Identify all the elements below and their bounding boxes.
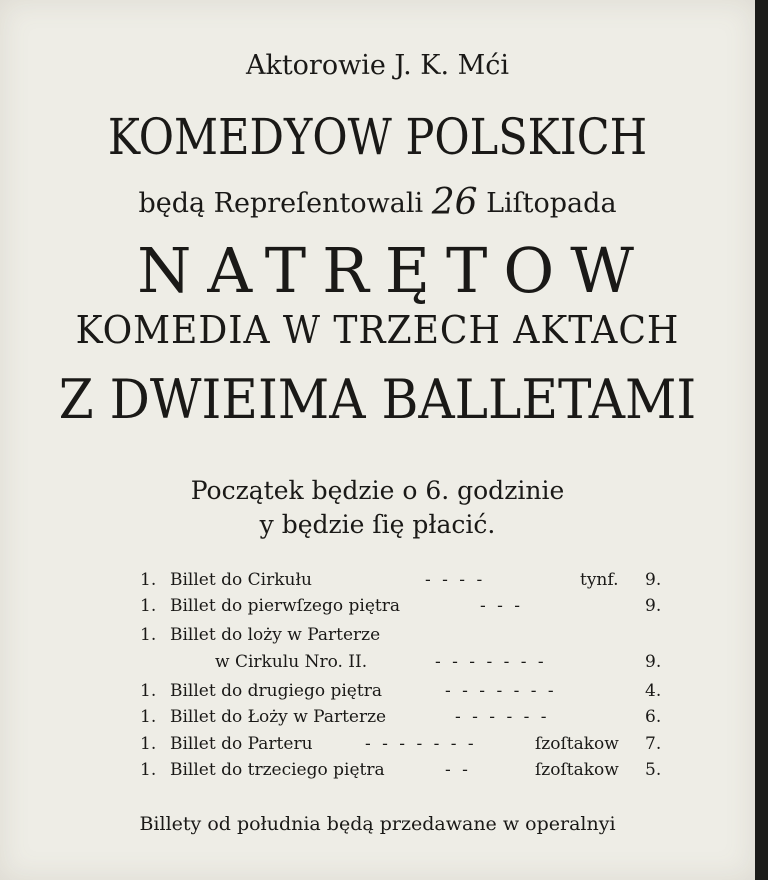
- ticket-row: [140, 707, 680, 731]
- ticket-row: [140, 681, 680, 705]
- ticket-dots: - - - - - - -: [445, 681, 557, 701]
- ticket-sale-notice: Billety od południa będą przedawane w operalnyi: [139, 813, 616, 835]
- ticket-qty: 1.: [140, 707, 157, 727]
- start-time-line: Początek będzie o 6. godzinie: [190, 476, 565, 505]
- ticket-dots: - - - - - -: [455, 707, 550, 727]
- ticket-label: w Cirkulu Nro. II.: [215, 652, 368, 672]
- ticket-row: [140, 570, 680, 594]
- ticket-label: Billet do Łoży w Parterze: [170, 707, 387, 727]
- ticket-dots: - - -: [480, 596, 524, 616]
- company-heading: KOMEDYOW POLSKICH: [107, 108, 648, 166]
- ticket-price: 9.: [645, 652, 662, 672]
- ticket-currency: tynf.: [580, 570, 619, 590]
- play-extra: Z DWIEIMA BALLETAMI: [58, 368, 697, 431]
- ticket-qty: 1.: [140, 625, 157, 645]
- ticket-label: Billet do pierwſzego piętra: [170, 596, 400, 616]
- ticket-price: 6.: [645, 707, 662, 727]
- ticket-qty: 1.: [140, 734, 157, 754]
- play-genre: KOMEDIA W TRZECH AKTACH: [75, 308, 680, 352]
- performance-date-line: [0, 180, 755, 221]
- ticket-label: Billet do Parteru: [170, 734, 313, 754]
- date-number: 26: [431, 182, 478, 223]
- ticket-dots: - - - -: [425, 570, 486, 590]
- ticket-price: 4.: [645, 681, 662, 701]
- ticket-qty: 1.: [140, 596, 157, 616]
- ticket-dots: - -: [445, 760, 471, 780]
- ticket-price: 5.: [645, 760, 662, 780]
- ticket-row: [140, 760, 680, 784]
- ticket-label: Billet do trzeciego piętra: [170, 760, 385, 780]
- ticket-row: [140, 734, 680, 758]
- ticket-label: Billet do Cirkułu: [170, 570, 312, 590]
- month-text: Liſtopada: [486, 188, 617, 219]
- payment-line: y będzie ſię płacić.: [259, 510, 496, 539]
- actors-heading: Aktorowie J. K. Mći: [245, 50, 510, 81]
- ticket-row: [140, 596, 680, 620]
- ticket-currency: ſzoſtakow: [535, 760, 619, 780]
- ticket-label: Billet do drugiego piętra: [170, 681, 382, 701]
- ticket-currency: ſzoſtakow: [535, 734, 619, 754]
- ticket-price: 7.: [645, 734, 662, 754]
- ticket-price: 9.: [645, 570, 662, 590]
- ticket-qty: 1.: [140, 681, 157, 701]
- ticket-price: 9.: [645, 596, 662, 616]
- ticket-row: [140, 652, 680, 676]
- play-title: NATRĘTOW: [137, 234, 650, 307]
- ticket-row: [140, 625, 680, 649]
- perform-text: będą Repreſentowali: [138, 188, 424, 219]
- ticket-dots: - - - - - - -: [365, 734, 477, 754]
- ticket-label: Billet do loży w Parterze: [170, 625, 381, 645]
- ticket-dots: - - - - - - -: [435, 652, 547, 672]
- ticket-qty: 1.: [140, 570, 157, 590]
- ticket-qty: 1.: [140, 760, 157, 780]
